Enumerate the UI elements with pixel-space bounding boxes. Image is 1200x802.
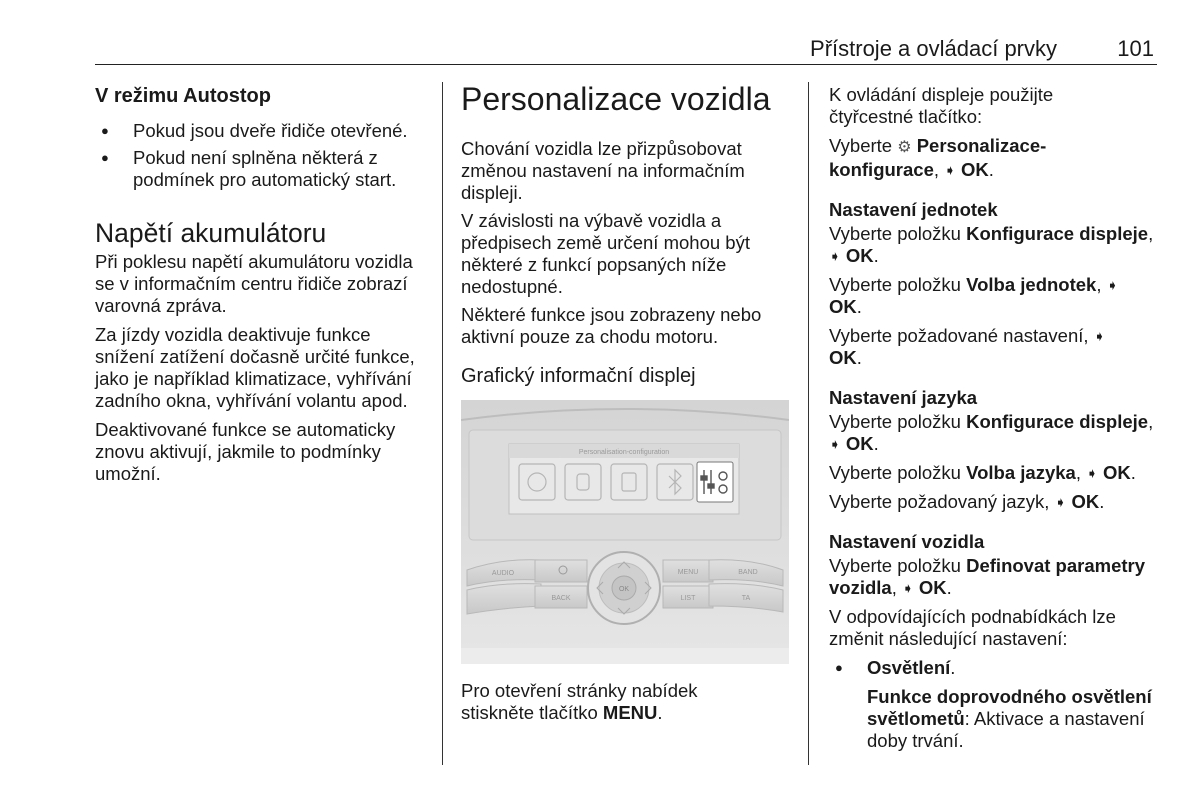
select-personalization: Vyberte ⚙ Personalizace-konfigurace, ➧ OK. [829, 135, 1047, 180]
units-step-2: Vyberte položku Volba jednotek, ➧ OK. [829, 274, 1119, 317]
battery-heading: Napětí akumulátoru [95, 218, 327, 248]
units-heading: Nastavení jednotek [829, 199, 998, 220]
arrow-icon: ➧ [944, 162, 956, 178]
page-number: 101 [1117, 36, 1154, 61]
vehicle-paragraph: V odpovídajících podnabídkách lze změnit následující nastavení: [829, 606, 1116, 649]
figure-caption: Pro otevření stránky nabídek stiskněte tlačítko MENU. [461, 680, 698, 723]
page-header [95, 34, 1157, 65]
infotainment-panel-figure [461, 400, 789, 664]
column-left [95, 80, 430, 485]
svg-text:OK: OK [618, 586, 630, 593]
svg-text:BAND: BAND [738, 569, 758, 576]
graphic-display-heading: Grafický informační displej [461, 365, 696, 387]
chapter-title: Přístroje a ovládací prvky [810, 36, 1057, 61]
column-middle [461, 80, 791, 724]
intro-paragraph-2: V závislosti na výbavě vozidla a předpisech země určení mohou být některé z funkcí popsaných níže nedostupné. [461, 210, 750, 297]
column-divider-2 [808, 82, 809, 765]
battery-paragraph-2: Za jízdy vozidla deaktivuje funkce snížení zatížení dočasně určité funkce, jako je například klimatizace, vyhřívání zadního okna, vyhřívání volantu apod. [95, 324, 415, 411]
four-way-controller [588, 552, 660, 624]
language-step-1: Vyberte položku Konfigurace displeje, ➧ OK. [829, 411, 1154, 454]
gear-icon: ⚙ [897, 139, 912, 156]
screen-title: Personalisation-configuration [578, 449, 670, 456]
vehicle-step-1: Vyberte položku Definovat parametry vozidla, ➧ OK. [829, 555, 1146, 598]
intro-paragraph-3: Některé funkce jsou zobrazeny nebo aktivní pouze za chodu motoru. [461, 304, 762, 347]
controller-intro: K ovládání displeje použijte čtyřcestné tlačítko: [829, 84, 1054, 127]
lighting-bullet: ● Osvětlení. [829, 657, 1159, 679]
autostop-bullet-2: ● Pokud není splněna některá z podmínek pro automatický start. [95, 147, 398, 191]
language-heading: Nastavení jazyka [829, 387, 978, 408]
section-title: Personalizace vozidla [461, 81, 771, 117]
vehicle-heading: Nastavení vozidla [829, 531, 985, 552]
intro-paragraph-1: Chování vozidla lze přizpůsobovat změnou nastavení na informačním displeji. [461, 138, 745, 203]
svg-text:LIST: LIST [680, 595, 696, 602]
language-step-3: Vyberte požadovaný jazyk, ➧ OK. [829, 491, 1105, 512]
units-step-3: Vyberte požadované nastavení, ➧ OK. [829, 325, 1106, 368]
lighting-description: Funkce doprovodného osvětlení světlometů: Aktivace a nastavení doby trvání. [867, 686, 1152, 751]
svg-text:MENU: MENU [677, 569, 699, 576]
autostop-bullet-1: ● Pokud jsou dveře řidiče otevřené. [95, 120, 430, 142]
svg-text:TA: TA [741, 595, 751, 602]
autostop-heading: V režimu Autostop [95, 85, 271, 107]
language-step-2: Vyberte položku Volba jazyka, ➧ OK. [829, 462, 1136, 483]
column-divider-1 [442, 82, 443, 765]
svg-text:AUDIO: AUDIO [491, 570, 515, 577]
battery-paragraph-1: Při poklesu napětí akumulátoru vozidla se v informačním centru řidiče zobrazí varovná zpráva. [95, 251, 413, 316]
column-right [829, 84, 1159, 752]
svg-text:BACK: BACK [551, 595, 571, 602]
units-step-1: Vyberte položku Konfigurace displeje, ➧ OK. [829, 223, 1154, 266]
battery-paragraph-3: Deaktivované funkce se automaticky znovu aktivují, jakmile to podmínky umožní. [95, 419, 396, 484]
